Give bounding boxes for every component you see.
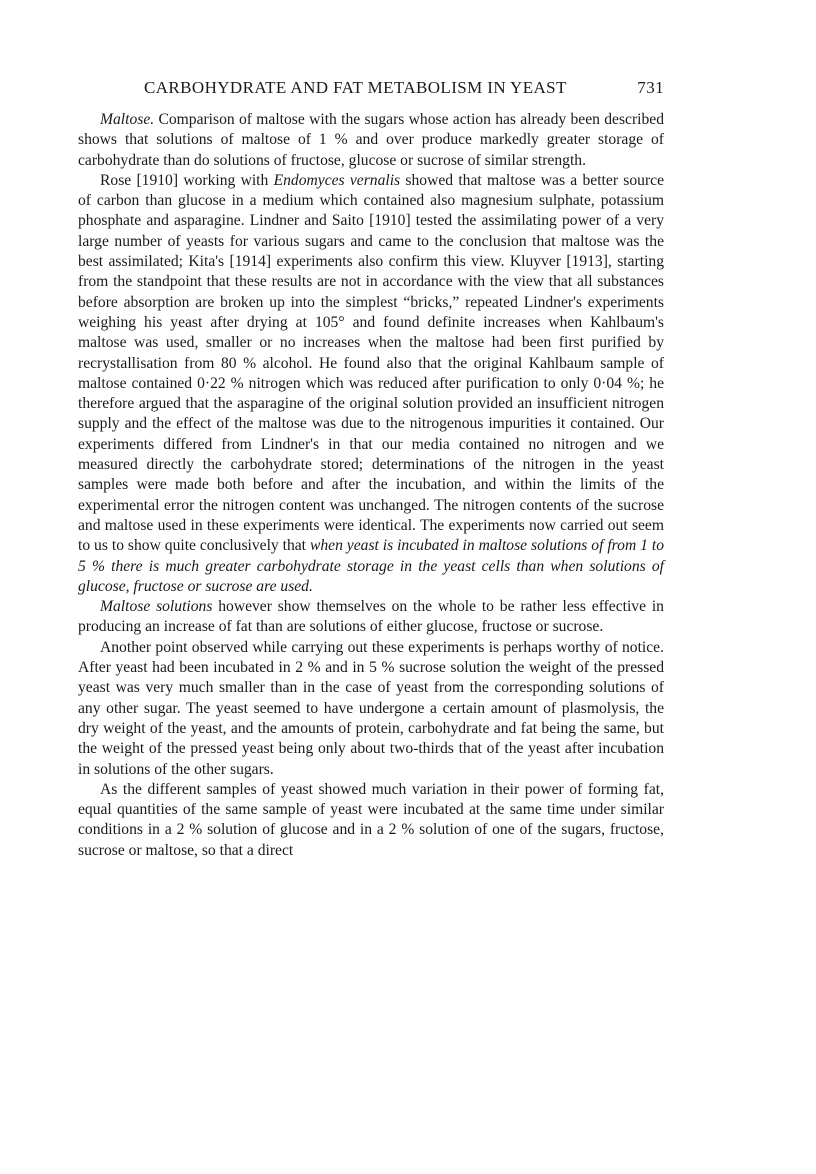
- paragraph-comparison-method: [78, 780, 664, 861]
- running-title: CARBOHYDRATE AND FAT METABOLISM IN YEAST: [144, 78, 567, 97]
- article-body: [78, 110, 664, 861]
- journal-page: [78, 74, 664, 861]
- running-header: [78, 74, 664, 102]
- paragraph-text: As the different samples of yeast showed much variation in their power of forming fat, equal quantities of the same sample of yeast were incubated at the same time under similar conditions in a 2 % solution of glucose and in a 2 % solution of one of the sugars, fructose, sucrose or maltose, so that a direct: [78, 780, 664, 859]
- conclusion-statement: when yeast is incubated in maltose solutions of from 1 to 5 % there is much greater carbohydrate storage in the yeast cells than when solutions of glucose, fructose or sucrose are used.: [78, 537, 665, 595]
- paragraph-text: Another point observed while carrying out these experiments is perhaps worthy of notice. After yeast had been incubated in 2 % and in 5 % sucrose solution the weight of the pressed yeast was very much smaller than in the case of yeast from the corresponding solutions of any other sugar. The yeast seemed to have undergone a certain amount of plasmolysis, the dry weight of the yeast, and the amounts of protein, carbohydrate and fat being the same, but the weight of the pressed yeast being only about two-thirds that of the yeast after incubation in solutions of the other sugars.: [78, 638, 664, 778]
- section-lead-maltose: Maltose.: [100, 111, 155, 128]
- paragraph-maltose: [78, 110, 664, 171]
- paragraph-plasmolysis: [78, 638, 664, 780]
- species-name: Endomyces vernalis: [273, 171, 401, 189]
- paragraph-literature-review: [78, 171, 664, 597]
- paragraph-text: showed that maltose was a better source of carbon than glucose in a medium which contained also magnesium sulphate, potassium phosphate and asparagine. Lindner and Saito [1910] tested the assimilating power of a very large number of yeasts for various sugars and came to the conclusion that maltose was the best assimilated; Kita's [1914] experiments also confirm this view. Kluyver [1913], starting from the standpoint that these results are not in accordance with the view that all substances before absorption are broken up into the simplest “bricks,” repeated Lindner's experiments weighing his yeast after drying at 105° and found definite increases when Kahlbaum's maltose was used, smaller or no increases when the maltose had been first purified by recrystallisation from 80 % alcohol. He found also that the original Kahlbaum sample of maltose contained 0·22 % nitrogen which was reduced after purification to only 0·04 %; he therefore argued that the asparagine of the original solution provided an insufficient nitrogen supply and the effect of the maltose was due to the nitrogenous impurities it contained. Our experiments differed from Lindner's in that our media contained no nitrogen and we measured directly the carbohydrate stored; determinations of the nitrogen in the yeast samples were made both before and after the incubation, and within the limits of the experimental error the nitrogen content was unchanged. The nitrogen contents of the sucrose and maltose used in these experiments were identical. The experiments now carried out seem to us to show quite conclusively that: [78, 171, 664, 555]
- paragraph-maltose-fat: [78, 597, 664, 638]
- section-lead-maltose-solutions: Maltose solutions: [100, 598, 213, 616]
- paragraph-text: Comparison of maltose with the sugars whose action has already been described shows that solutions of maltose of 1 % and over produce markedly greater storage of carbohydrate than do solutions of fructose, glucose or sucrose of similar strength.: [78, 111, 664, 169]
- paragraph-text: Rose [1910] working with: [100, 171, 274, 189]
- page-number: 731: [637, 78, 664, 97]
- paragraph-text: however show themselves on the whole to be rather less effective in producing an increase of fat than are solutions of either glucose, fructose or sucrose.: [78, 598, 664, 636]
